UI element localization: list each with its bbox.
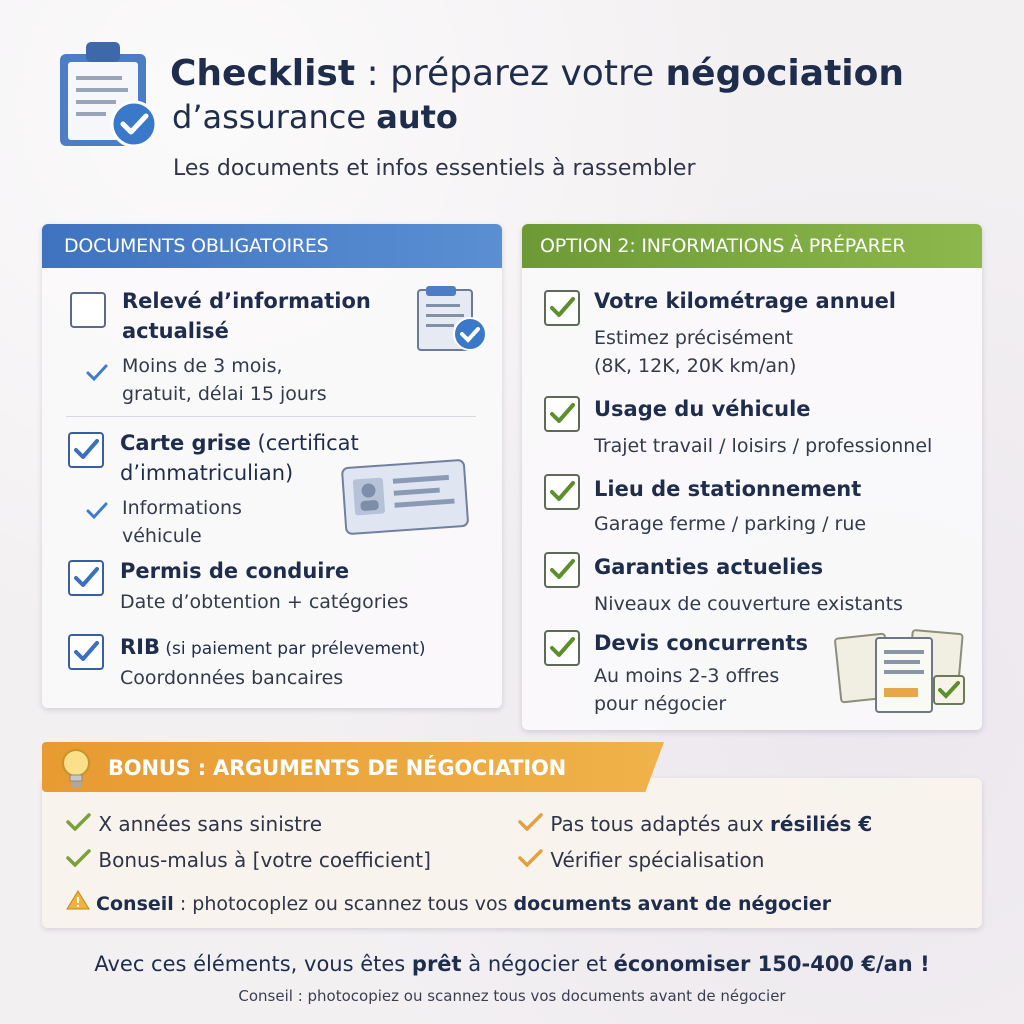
bonus-text-resilies-bold: résiliés € (770, 812, 873, 836)
footer-note: Conseil : photocopiez ou scannez tous vos documents avant de négocier (238, 987, 786, 1005)
item-title-devis: Devis concurrents (594, 631, 809, 655)
documents-panel (42, 224, 502, 708)
carte-grise-detail-1: Informations (122, 497, 242, 519)
bonus-item-resilies (518, 812, 872, 836)
checkbox-carte-grise[interactable] (68, 432, 104, 468)
quotes-documents-icon (834, 626, 974, 722)
item-title-garanties: Garanties actuelies (594, 555, 824, 579)
checkbox-garanties[interactable] (544, 552, 580, 588)
rib-title: RIB (120, 635, 160, 659)
bonus-item-coefficient (66, 848, 431, 872)
item-detail-garanties: Niveaux de couverture existants (594, 593, 903, 615)
footer-message (0, 952, 1024, 976)
tip-bold-1: documents (513, 893, 632, 915)
item-detail-stationnement: Garage ferme / parking / rue (594, 513, 867, 535)
item-detail-carte-grise (122, 494, 242, 550)
bonus-tip (66, 890, 831, 915)
title-bold: Checklist (170, 53, 356, 94)
checkbox-permis[interactable] (68, 560, 104, 596)
item-title-carte-grise (120, 428, 359, 488)
item-title-permis: Permis de conduire (120, 559, 350, 583)
item-title-releve (122, 286, 371, 346)
devis-detail-1: Au moins 2-3 offres (594, 665, 780, 687)
checkbox-releve[interactable] (70, 292, 106, 328)
bonus-text-sinistre: X années sans sinistre (98, 812, 323, 836)
item-title-kilometrage: Votre kilométrage annuel (594, 289, 897, 313)
checkbox-usage[interactable] (544, 396, 580, 432)
checkbox-rib[interactable] (68, 634, 104, 670)
item-title-usage: Usage du véhicule (594, 397, 811, 421)
releve-detail-2: gratuit, délai 15 jours (122, 383, 327, 405)
carte-grise-detail-2: véhicule (122, 525, 202, 547)
tip-text: : photocoplez ou scannez tous vos (173, 893, 514, 915)
bonus-text-resilies: Pas tous adaptés aux (550, 812, 771, 836)
page-title (170, 52, 990, 95)
check-green-icon (66, 848, 92, 872)
item-title-stationnement: Lieu de stationnement (594, 477, 862, 501)
footer-a: Avec ces éléments, vous êtes (94, 952, 412, 976)
lightbulb-icon (58, 747, 94, 795)
item-detail-usage: Trajet travail / loisirs / professionnel (594, 435, 933, 457)
title-rest: : préparez votre (355, 53, 666, 94)
devis-detail-2: pour négocier (594, 693, 727, 715)
page-subtitle: Les documents et infos essentiels à rassembler (173, 156, 696, 181)
rib-title-light: (si paiement par prélevement) (160, 639, 426, 659)
kilometrage-detail-2: (8K, 12K, 20K km/an) (594, 355, 797, 377)
documents-panel-heading: DOCUMENTS OBLIGATOIRES (42, 224, 502, 268)
releve-title-1: Relevé d’information (122, 289, 371, 313)
bonus-text-coefficient: Bonus-malus à [votre coefficient] (98, 848, 431, 872)
clipboard-check-icon (56, 40, 160, 152)
item-detail-rib: Coordonnées bancaires (120, 667, 344, 689)
checkbox-kilometrage[interactable] (544, 290, 580, 326)
item-title-rib (120, 632, 426, 664)
releve-detail-1: Moins de 3 mois, (122, 355, 283, 377)
check-green-icon (66, 812, 92, 836)
tip-label: Conseil (96, 893, 174, 915)
title-line2-b: auto (376, 98, 458, 136)
kilometrage-detail-1: Estimez précisément (594, 327, 793, 349)
carte-grise-title: Carte grise (120, 431, 251, 455)
item-detail-devis (594, 662, 779, 718)
check-small-icon (86, 364, 108, 386)
releve-title-2: actualisé (122, 319, 229, 343)
title-bold-2: négociation (665, 53, 904, 94)
id-card-icon (338, 456, 472, 540)
carte-grise-title-2: d’immatriculian) (120, 461, 294, 485)
footer-c: à négocier et (461, 952, 614, 976)
checkbox-devis[interactable] (544, 630, 580, 666)
title-line2-a: d’assurance (172, 98, 377, 136)
divider (66, 416, 476, 417)
bonus-text-specialisation: Vérifier spécialisation (550, 848, 765, 872)
tip-bold-2: avant de négocier (637, 893, 832, 915)
bonus-item-specialisation (518, 848, 764, 872)
informations-panel-heading: OPTION 2: INFORMATIONS À PRÉPARER (522, 224, 982, 268)
check-orange-icon (518, 848, 544, 872)
warning-icon (66, 893, 90, 915)
item-detail-kilometrage (594, 324, 796, 380)
bonus-item-sinistre (66, 812, 322, 836)
checkbox-stationnement[interactable] (544, 474, 580, 510)
carte-grise-title-light: (certificat (250, 431, 359, 455)
item-detail-permis: Date d’obtention + catégories (120, 591, 409, 613)
footer-b: prêt (411, 952, 462, 976)
item-detail-releve (122, 352, 327, 408)
footer-d: économiser 150-400 €/an ! (613, 952, 930, 976)
check-orange-icon (518, 812, 544, 836)
document-check-icon (414, 286, 490, 358)
bonus-heading: BONUS : ARGUMENTS DE NÉGOCIATION (108, 756, 567, 780)
check-small-icon (86, 502, 108, 524)
informations-panel (522, 224, 982, 730)
page-title-line-2 (172, 98, 458, 136)
